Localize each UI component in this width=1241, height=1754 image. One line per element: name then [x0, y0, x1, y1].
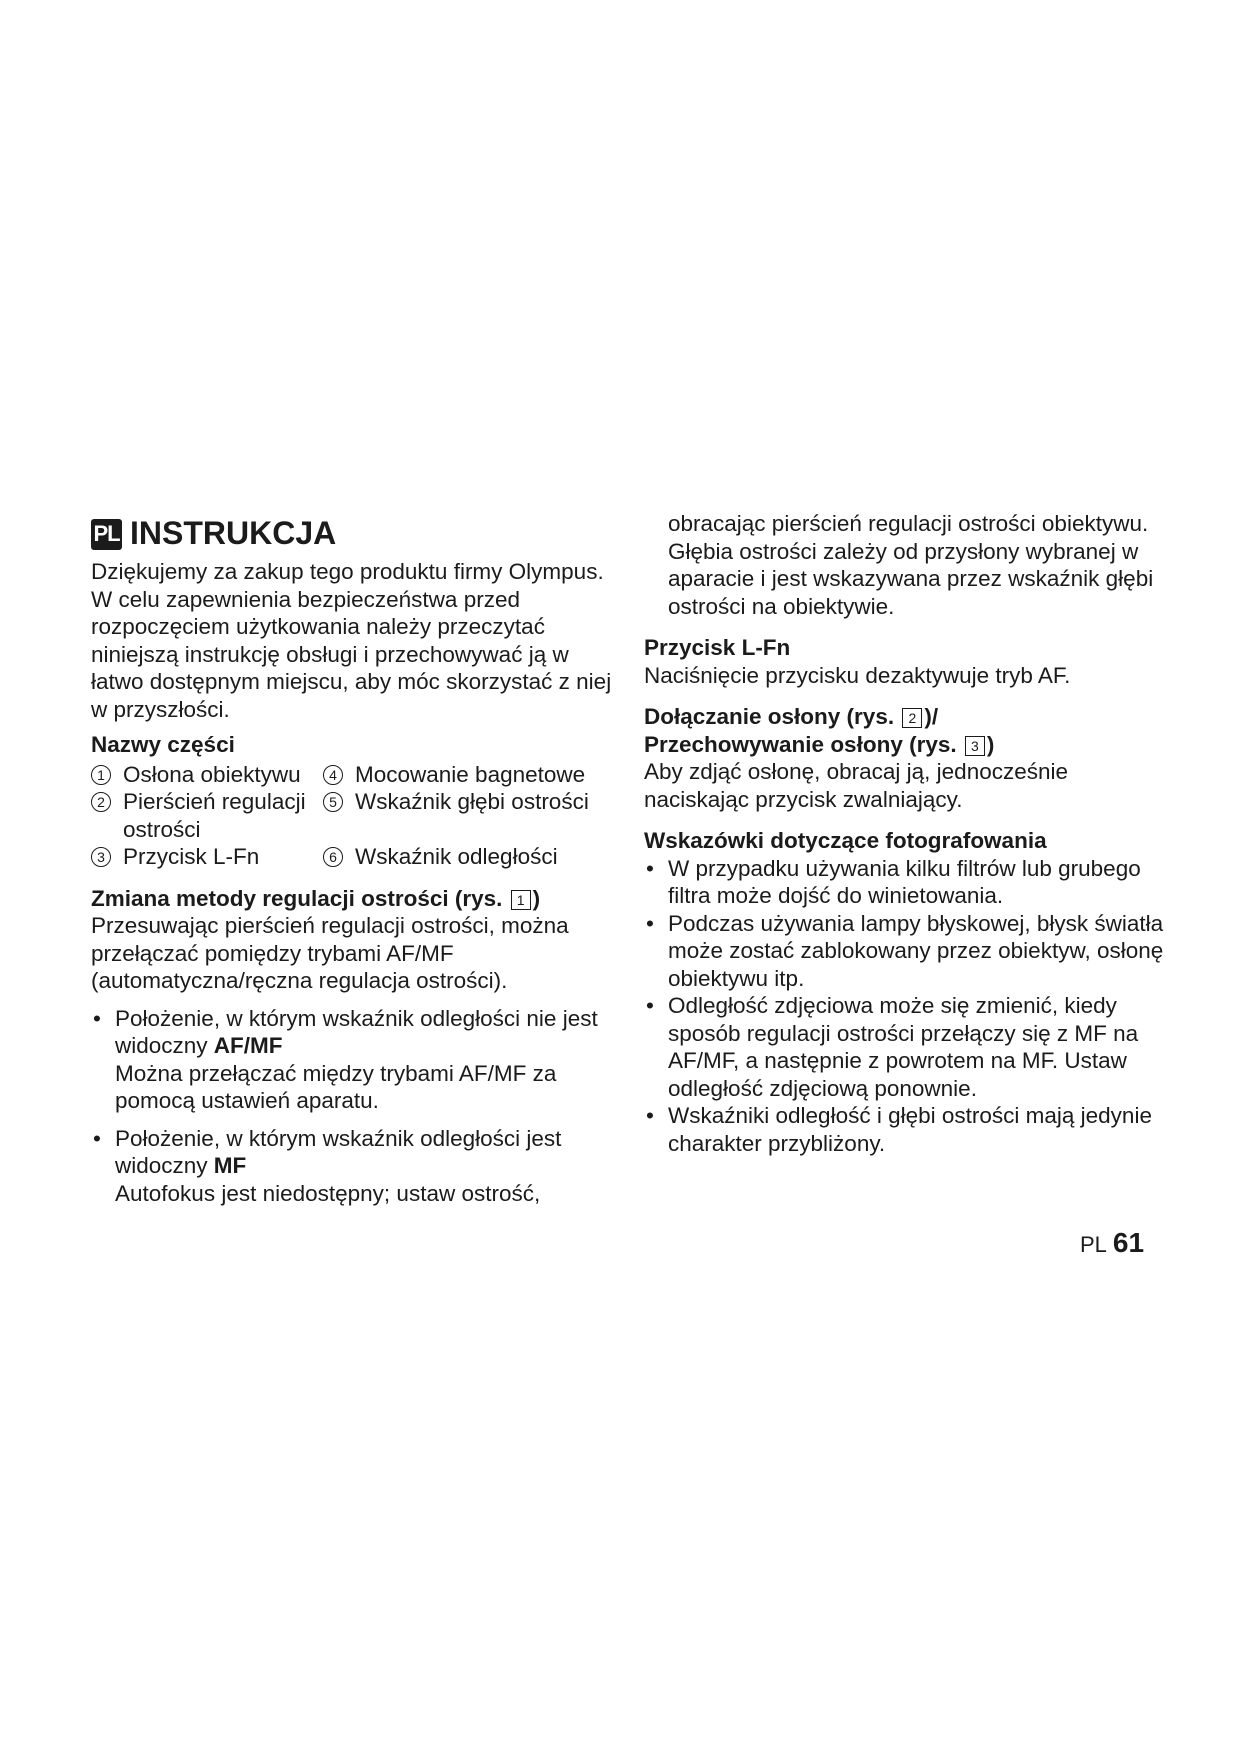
list-item: • Położenie, w którym wskaźnik odległości nie jest widoczny AF/MF Można przełączać między trybami AF/MF za pomocą ustawień aparatu. [91, 1005, 621, 1115]
parts-list [91, 761, 621, 871]
tips-list [644, 855, 1164, 1158]
part-number: 6 [323, 847, 343, 867]
part-item [323, 761, 621, 789]
page-number: 61 [1112, 1227, 1145, 1258]
part-number: 3 [91, 847, 111, 867]
focus-paragraph: Przesuwając pierścień regulacji ostrości, można przełączać pomiędzy trybami AF/MF (automatyczna/ręczna regulacja ostrości). [91, 913, 569, 993]
language-badge: PL [91, 519, 122, 550]
footer-language: PL [1080, 1232, 1107, 1257]
left-column [91, 514, 621, 1207]
focus-heading: Zmiana metody regulacji ostrości (rys. 1 ) [91, 885, 541, 911]
part-label: Wskaźnik odległości [355, 844, 558, 869]
page-footer [1080, 1227, 1144, 1259]
part-number: 2 [91, 792, 111, 812]
part-number: 1 [91, 765, 111, 785]
list-item: • W przypadku używania kilku filtrów lub grubego filtra może dojść do winietowania. [644, 855, 1164, 910]
part-item [91, 788, 323, 843]
hood-paragraph: Aby zdjąć osłonę, obracaj ją, jednocześnie naciskając przycisk zwalniający. [644, 759, 1069, 812]
part-item [323, 788, 621, 843]
parts-heading: Nazwy części [91, 732, 235, 757]
part-label: Pierścień regulacji ostrości [123, 789, 306, 842]
part-label: Wskaźnik głębi ostrości [355, 789, 589, 814]
part-number: 5 [323, 792, 343, 812]
part-label: Przycisk L-Fn [123, 844, 260, 869]
part-item [323, 843, 621, 871]
part-item [91, 761, 323, 789]
list-item: • Odległość zdjęciowa może się zmienić, kiedy sposób regulacji ostrości przełączy się z MF na AF/MF, a następnie z powrotem na MF. Ustaw odległość zdjęciową ponownie. [644, 992, 1164, 1102]
page-title [91, 514, 621, 554]
right-column [644, 510, 1164, 1157]
intro-paragraph: Dziękujemy za zakup tego produktu firmy Olympus. W celu zapewnienia bezpieczeństwa przed rozpoczęciem użytkowania należy przeczytać niniejszą instrukcję obsługi i przechowywać ją w łatwo dostępnym miejscu, aby móc skorzystać z niej w przyszłości. [91, 559, 612, 722]
part-label: Osłona obiektywu [123, 761, 301, 787]
lfn-paragraph: Naciśnięcie przycisku dezaktywuje tryb AF. [644, 662, 1071, 688]
focus-continuation: obracając pierścień regulacji ostrości obiektywu. Głębia ostrości zależy od przysłony wybranej w aparacie i jest wskazywana przez wskaźnik głębi ostrości na obiektywie. [668, 511, 1154, 619]
part-number: 4 [323, 765, 343, 785]
list-item: • Podczas używania lampy błyskowej, błysk światła może zostać zablokowany przez obiektyw, osłonę obiektywu itp. [644, 910, 1164, 993]
hood-attach-heading: Dołączanie osłony (rys. 2 )/ [644, 704, 939, 729]
figure-ref-3: 3 [965, 736, 985, 756]
figure-ref-1: 1 [511, 890, 531, 910]
hood-store-heading: Przechowywanie osłony (rys. 3 ) [644, 731, 995, 757]
lfn-heading: Przycisk L-Fn [644, 635, 791, 660]
part-label: Mocowanie bagnetowe [355, 761, 586, 787]
part-item [91, 843, 323, 871]
figure-ref-2: 2 [902, 708, 922, 728]
focus-bullets [91, 1005, 621, 1208]
tips-heading: Wskazówki dotyczące fotografowania [644, 828, 1047, 853]
list-item: • Wskaźniki odległość i głębi ostrości mają jedynie charakter przybliżony. [644, 1102, 1164, 1157]
title-text: INSTRUKCJA [130, 515, 337, 552]
list-item: • Położenie, w którym wskaźnik odległości jest widoczny MF Autofokus jest niedostępny; ustaw ostrość, [91, 1125, 621, 1208]
